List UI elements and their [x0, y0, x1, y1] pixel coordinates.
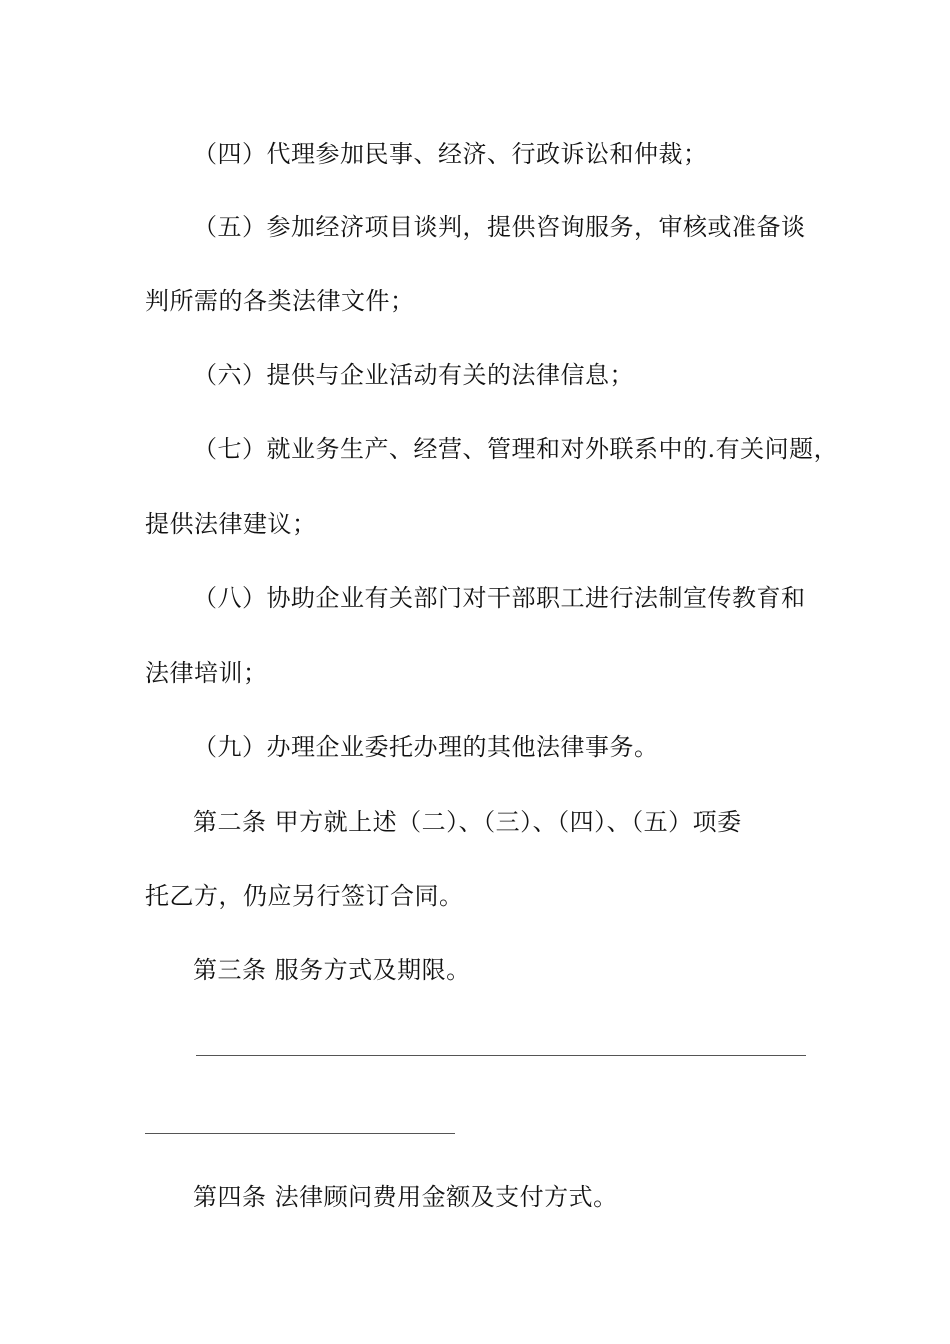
article-2-line-2: 托乙方，仍应另行签订合同。 — [145, 882, 464, 910]
paragraph-item-6: （六）提供与企业活动有关的法律信息； — [193, 361, 634, 389]
article-3-heading: 第三条 服务方式及期限。 — [193, 956, 471, 984]
paragraph-item-5-line-2: 判所需的各类法律文件； — [145, 287, 415, 315]
article-4-heading: 第四条 法律顾问费用金额及支付方式。 — [193, 1183, 618, 1211]
blank-fill-line-1 — [196, 1055, 806, 1056]
paragraph-item-9: （九）办理企业委托办理的其他法律事务。 — [193, 733, 659, 761]
paragraph-item-4: （四）代理参加民事、经济、行政诉讼和仲裁； — [193, 140, 708, 168]
paragraph-item-7-line-2: 提供法律建议； — [145, 510, 317, 538]
paragraph-item-8-line-1: （八）协助企业有关部门对干部职工进行法制宣传教育和 — [193, 584, 806, 612]
blank-fill-line-2 — [145, 1133, 455, 1134]
paragraph-item-7-line-1: （七）就业务生产、经营、管理和对外联系中的.有关问题， — [193, 435, 839, 463]
article-2-line-1: 第二条 甲方就上述（二）、（三）、（四）、（五）项委 — [193, 808, 742, 836]
paragraph-item-8-line-2: 法律培训； — [145, 659, 268, 687]
paragraph-item-5-line-1: （五）参加经济项目谈判，提供咨询服务，审核或准备谈 — [193, 213, 806, 241]
